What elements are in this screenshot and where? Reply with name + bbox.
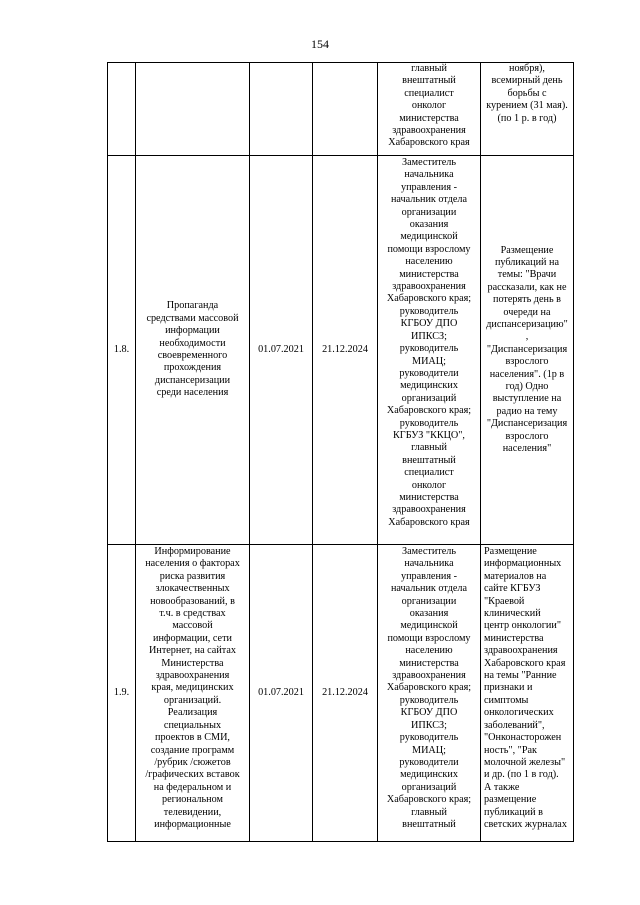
row-responsible-cell: Заместитель начальника управления - начальник отдела организации оказания медицинской помощи взрослому населению министерства здравоохранения Хабаровского края; руководитель КГБОУ ДПО ИПКСЗ; руководитель МИАЦ; руководители медицинских организаций Хабаровского края; руководитель КГБУЗ "ККЦО", главный внештатный специалист онколог министерства здравоохранения Хабаровского края [386, 157, 472, 528]
row-divider [107, 841, 574, 842]
row-number: 1.8. [113, 343, 130, 355]
row-responsible-cell: главный внештатный специалист онколог министерства здравоохранения Хабаровского края [388, 63, 470, 149]
row-end-date: 21.12.2024 [322, 343, 368, 355]
row-end-date-cell [313, 156, 377, 544]
row-start-date-cell [250, 545, 312, 841]
row-activity: Пропаганда средствами массовой информации необходимости своевременного прохождения диспансеризации среди населения [146, 300, 239, 399]
row-activity-cell: Информирование населения о факторах риска развития злокачественных новообразований, в т.ч. в средствах массовой информации, сети Интернет, на сайтах Министерства здравоохранения края, медицинских организаций. Реализация специальных проектов в СМИ, создание программ /рубрик /сюжетов /графических вставок на федеральном и региональном телевидении, информационные [145, 546, 240, 830]
column-divider [573, 62, 574, 842]
page-number: 154 [311, 37, 329, 51]
row-start-date-cell [250, 156, 312, 544]
row-result: Размещение публикаций на темы: "Врачи рассказали, как не потерять день в очереди на диспансеризацию" , "Диспансеризация взрослого населения". (1р в год) Одно выступление на радио на тему "Диспансеризация взрослого населения" [486, 244, 568, 455]
row-number-cell [108, 545, 135, 841]
row-end-date: 21.12.2024 [322, 686, 368, 698]
row-end-date-cell [313, 545, 377, 841]
row-result-cell [481, 156, 573, 544]
row-number-cell [108, 156, 135, 544]
row-start-date: 01.07.2021 [258, 686, 304, 698]
row-result-cell: ноября), всемирный день борьбы с курением (31 мая). (по 1 р. в год) [486, 63, 568, 124]
row-start-date: 01.07.2021 [258, 343, 304, 355]
row-result-cell: Размещение информационных материалов на сайте КГБУЗ "Краевой клинический центр онкологии" министерства здравоохранения Хабаровского края на темы "Ранние признаки и симптомы онкологических заболеваний", "Онконасторожен ность", "Рак молочной железы" и др. (по 1 в год). А также размещение публикаций в светских журналах [484, 546, 567, 830]
row-activity-cell [136, 156, 249, 544]
row-responsible-cell: Заместитель начальника управления - начальник отдела организации оказания медицинской помощи взрослому населению министерства здравоохранения Хабаровского края; руководитель КГБОУ ДПО ИПКСЗ; руководитель МИАЦ; руководители медицинских организаций Хабаровского края; главный внештатный [386, 546, 472, 830]
plan-table [107, 62, 574, 842]
row-number: 1.9. [113, 686, 130, 698]
